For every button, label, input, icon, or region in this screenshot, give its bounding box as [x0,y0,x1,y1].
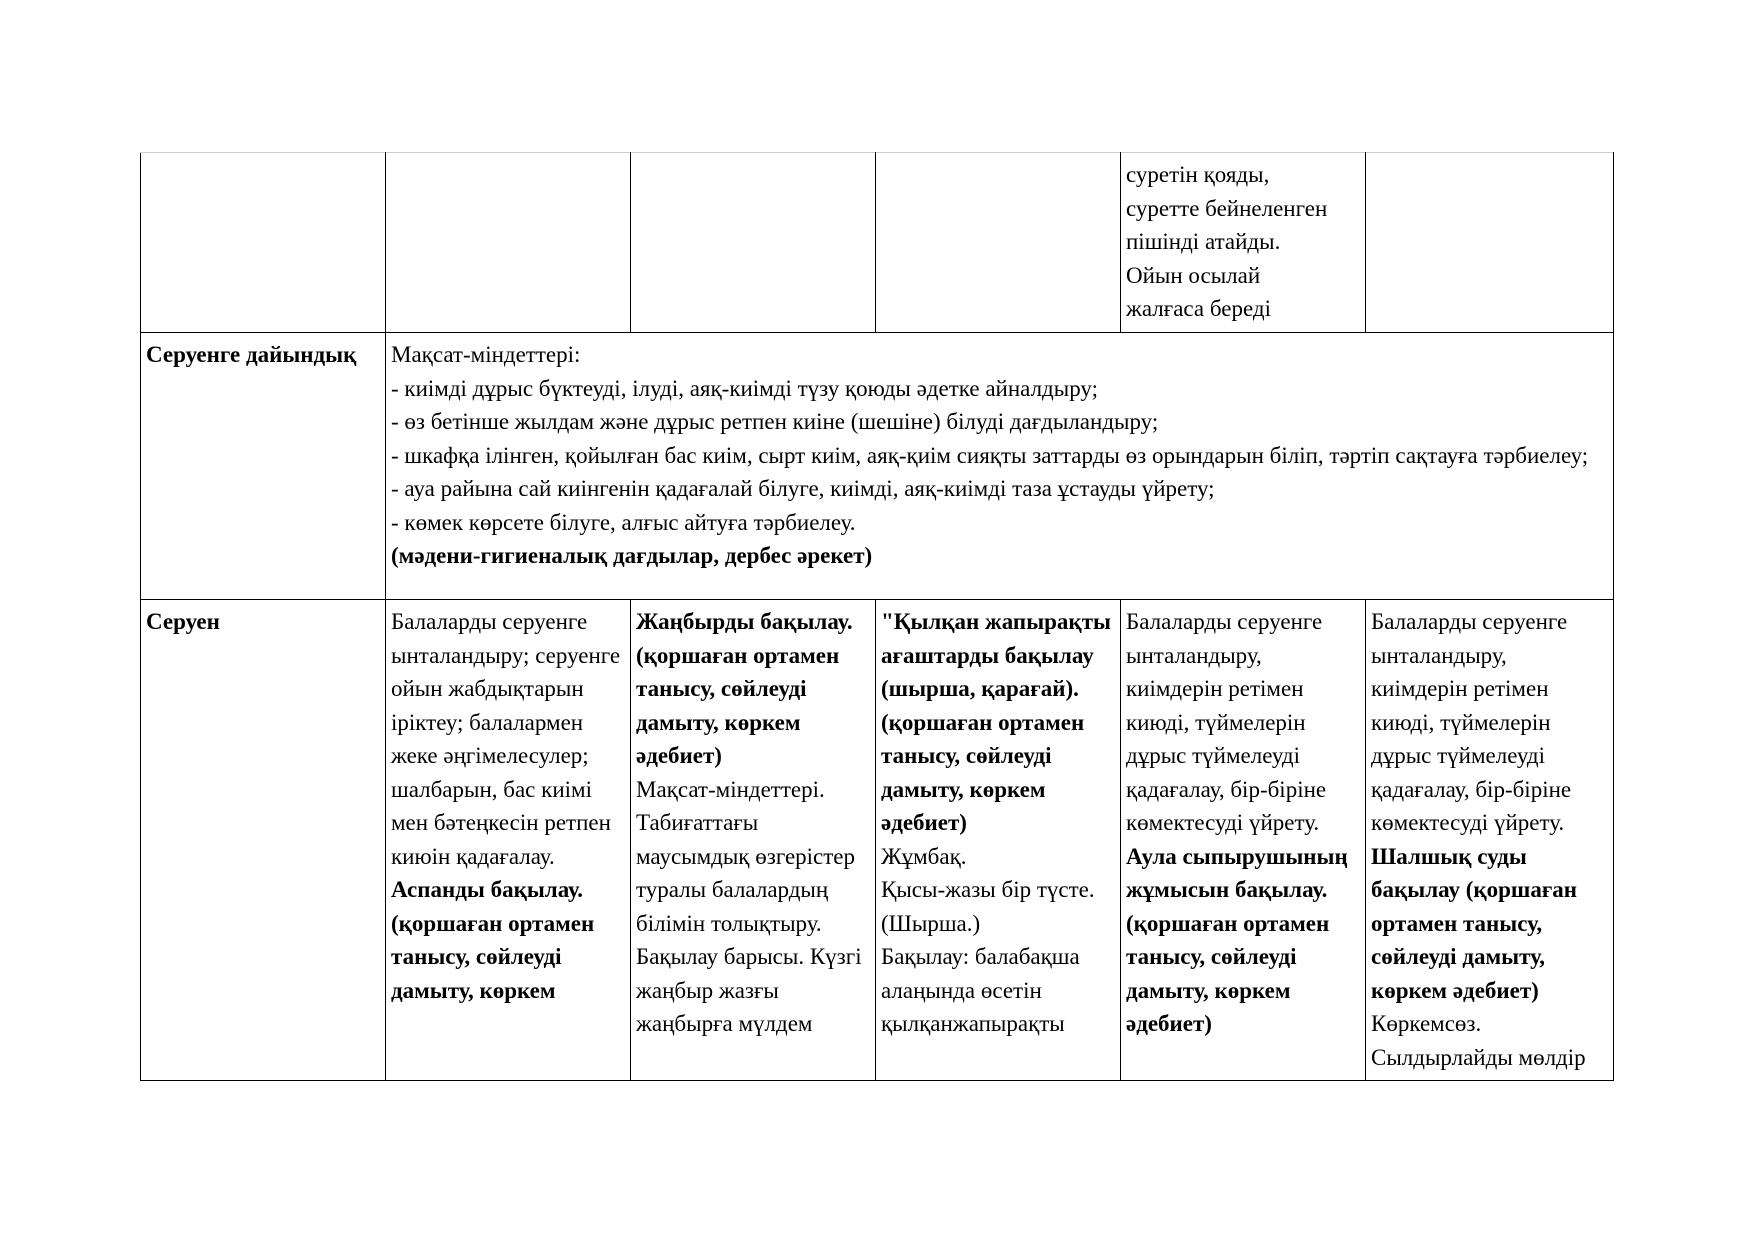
row-label-walk: Серуен [141,600,386,1081]
cell-walk-day-2 [631,600,876,1081]
walk-text: Бақылау: балабақша алаңында өсетін қылқанжапырақты [881,944,1080,1036]
cell-empty-1 [386,153,631,333]
walk-text: Сылдырлайды мөлдір [1371,1044,1586,1070]
cell-empty-5 [1366,153,1614,333]
walk-text: Көркемсөз. [1371,1011,1482,1036]
observation-title: Аспанды бақылау. (қоршаған ортамен танысу, сөйлеуді дамыту, көркем [391,877,595,1003]
text-line: жалғаса береді [1126,296,1271,321]
text-line: - киімді дұрыс бүктеуді, ілуді, аяқ-киімді түзу қоюды әдетке айналдыру; [391,375,1098,401]
text-line: Мақсат-міндеттері: [391,342,581,367]
text-line: суретте бейнеленген [1126,195,1328,221]
cell-walk-day-1 [386,600,631,1081]
walk-text: Мақсат-міндеттері. Табиғаттағы маусымдық өзгерістер туралы балалардың білімін толықтыру. [636,776,856,936]
text-line: - көмек көрсете білуге, алғыс айтуға тәрбиелеу. [391,509,856,535]
row-label-cell-empty [141,153,386,333]
walk-text: Жұмбақ. [881,843,967,869]
text-line: пішінді атайды. [1126,229,1281,254]
observation-title: Жаңбырды бақылау. (қоршаған ортамен танысу, сөйлеуді дамыту, көркем әдебиет) [636,609,853,768]
observation-title: Шалшық суды бақылау (қоршаған ортамен танысу, сөйлеуді дамыту, көркем әдебиет) [1371,843,1578,1003]
cell-empty-2 [631,153,876,333]
cell-walk-day-5 [1366,600,1614,1081]
text-line: - шкафқа ілінген, қойылған бас киім, сырт киім, аяқ-қиім сияқты заттарды өз орындарын біліп, тәртіп сақтауға тәрбиелеу; [391,442,1589,468]
text-line: суретін қояды, [1126,162,1270,187]
walk-text: Балаларды серуенге ынталандыру; серуенге ойын жабдықтарын іріктеу; балалармен жеке әңгімелесулер; шалбарын, бас киімі мен бәтеңкесін ретпен киюін қадағалау. [391,609,621,869]
observation-title: "Қылқан жапырақты ағаштарды бақылау (шырша, қарағай). (қоршаған ортамен танысу, сөйлеуді дамыту, көркем әдебиет) [881,609,1111,835]
cell-walk-day-3 [876,600,1121,1081]
walk-text: Қысы-жазы бір түсте. (Шырша.) [881,877,1095,936]
cell-empty-3 [876,153,1121,333]
walk-text: Балаларды серуенге ынталандыру, киімдерін ретімен киюді, түймелерін дұрыс түймелеуді қадағалау, бір-біріне көмектесуді үйрету. [1126,609,1327,835]
cell-preparation-goals [386,333,1614,600]
cell-walk-day-4 [1121,600,1366,1081]
cell-game-description [1121,153,1366,333]
observation-title: Аула сыпырушының жұмысын бақылау. (қоршаған ортамен танысу, сөйлеуді дамыту, көркем әдебиет) [1126,843,1348,1036]
walk-text: Бақылау барысы. Күзгі жаңбыр жазғы жаңбырға мүлдем [636,944,862,1036]
skills-note: (мәдени-гигиеналық дағдылар, дербес әрекет) [391,543,873,568]
daily-plan-table [140,152,1614,1081]
table-row-walk [141,600,1614,1081]
walk-text: Балаларды серуенге ынталандыру, киімдерін ретімен киюді, түймелерін дұрыс түймелеуді қадағалау, бір-біріне көмектесуді үйрету. [1371,609,1572,835]
row-label-walk-preparation: Серуенге дайындық [141,333,386,600]
text-line: - ауа райына сай киінгенін қадағалай білуге, киімді, аяқ-киімді таза ұстауды үйрету; [391,476,1215,501]
table-row-continued [141,153,1614,333]
table-row-walk-preparation [141,333,1614,600]
text-line: Ойын осылай [1126,262,1261,288]
text-line: - өз бетінше жылдам және дұрыс ретпен киіне (шешіне) білуді дағдыландыру; [391,409,1159,434]
